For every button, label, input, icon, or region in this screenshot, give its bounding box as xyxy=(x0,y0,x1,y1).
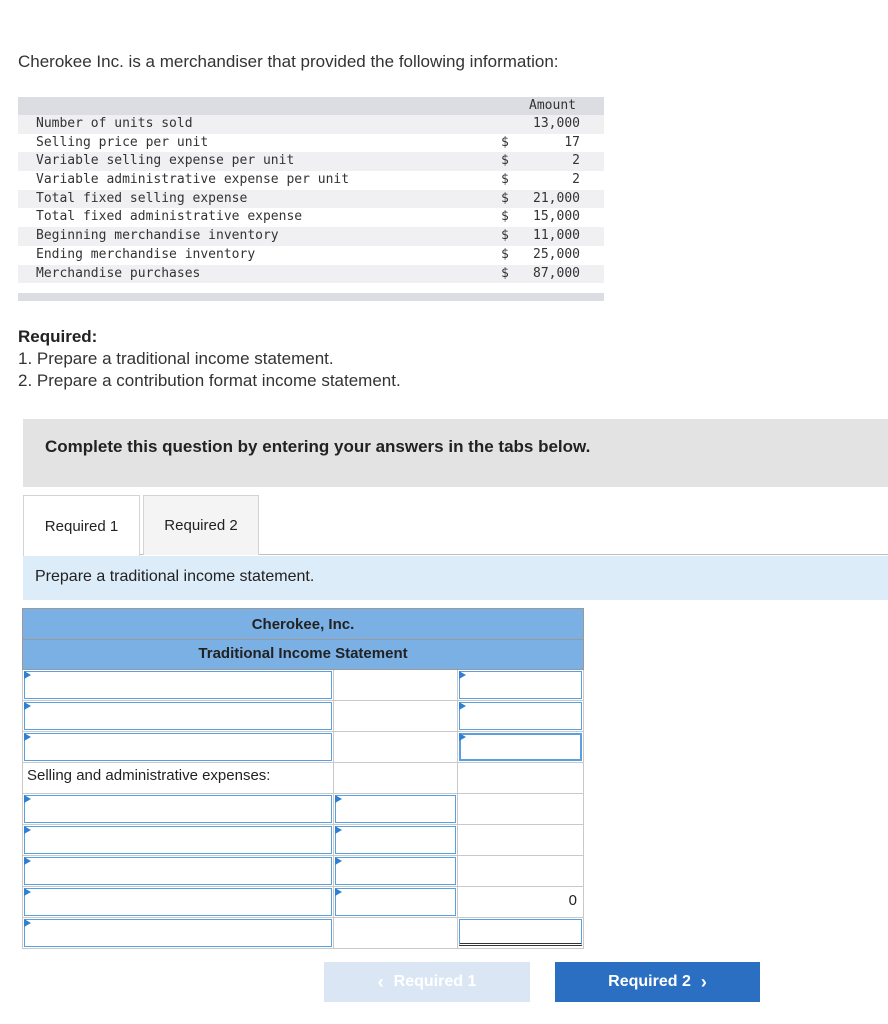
chevron-left-icon: ‹ xyxy=(377,971,384,992)
dropdown-indicator-icon xyxy=(24,733,31,741)
dropdown-indicator-icon xyxy=(335,888,342,896)
statement-row xyxy=(22,856,584,887)
amount-input[interactable] xyxy=(459,702,582,730)
expense-dropdown[interactable] xyxy=(24,888,332,916)
given-row: Selling price per unit $ 17 xyxy=(36,134,580,150)
amount-input[interactable] xyxy=(459,733,582,761)
given-row: Number of units sold 13,000 xyxy=(18,115,604,134)
company-name: Cherokee, Inc. xyxy=(22,608,584,640)
tab-prompt: Prepare a traditional income statement. xyxy=(23,556,888,600)
expense-dropdown[interactable] xyxy=(24,826,332,854)
required-item-1: 1. Prepare a traditional income statement. xyxy=(18,349,334,368)
intro-text: Cherokee Inc. is a merchandiser that provided the following information: xyxy=(18,52,559,71)
dropdown-indicator-icon xyxy=(459,733,466,741)
dropdown-indicator-icon xyxy=(335,795,342,803)
required-item-2: 2. Prepare a contribution format income statement. xyxy=(18,371,401,390)
given-table-header xyxy=(18,97,604,115)
expense-amount-input[interactable] xyxy=(335,826,456,854)
expense-dropdown[interactable] xyxy=(24,795,332,823)
dropdown-indicator-icon xyxy=(335,826,342,834)
given-row: Variable selling expense per unit $ 2 xyxy=(18,152,604,171)
instructions-banner: Complete this question by entering your answers in the tabs below. xyxy=(23,419,888,487)
dropdown-indicator-icon xyxy=(24,671,31,679)
income-statement-form xyxy=(22,608,584,949)
selling-admin-label: Selling and administrative expenses: xyxy=(27,767,271,784)
account-dropdown[interactable] xyxy=(24,671,332,699)
next-required-button[interactable]: Required 2 › xyxy=(555,962,760,1002)
account-dropdown[interactable] xyxy=(24,733,332,761)
statement-row xyxy=(22,794,584,825)
expense-amount-input[interactable] xyxy=(335,888,456,916)
account-dropdown[interactable] xyxy=(24,702,332,730)
given-row: Beginning merchandise inventory $ 11,000 xyxy=(18,227,604,246)
chevron-right-icon: › xyxy=(700,971,707,992)
required-section xyxy=(18,326,401,392)
required-title: Required: xyxy=(18,327,98,346)
expense-amount-input[interactable] xyxy=(335,795,456,823)
statement-row xyxy=(22,732,584,763)
given-table-footer xyxy=(18,293,604,301)
dropdown-indicator-icon xyxy=(24,826,31,834)
dropdown-indicator-icon xyxy=(459,671,466,679)
dropdown-indicator-icon xyxy=(24,702,31,710)
dropdown-indicator-icon xyxy=(335,857,342,865)
total-expenses-value: 0 xyxy=(568,892,577,909)
statement-title: Traditional Income Statement xyxy=(22,640,584,670)
dropdown-indicator-icon xyxy=(24,795,31,803)
dropdown-indicator-icon xyxy=(24,888,31,896)
statement-row xyxy=(22,670,584,701)
expense-amount-input[interactable] xyxy=(335,857,456,885)
given-row: Total fixed selling expense $ 21,000 xyxy=(18,190,604,209)
dropdown-indicator-icon xyxy=(459,702,466,710)
tab-bar xyxy=(23,495,888,555)
result-dropdown[interactable] xyxy=(24,919,332,947)
statement-row xyxy=(22,763,584,794)
previous-required-button[interactable]: ‹ Required 1 xyxy=(324,962,530,1002)
result-amount-input[interactable] xyxy=(459,919,582,946)
amount-column-header: Amount xyxy=(529,98,576,113)
dropdown-indicator-icon xyxy=(24,919,31,927)
statement-row xyxy=(22,701,584,732)
given-data-table xyxy=(18,97,604,301)
expense-dropdown[interactable] xyxy=(24,857,332,885)
statement-row xyxy=(22,887,584,918)
given-row: Merchandise purchases $ 87,000 xyxy=(18,265,604,284)
statement-row xyxy=(22,918,584,949)
given-row: Total fixed administrative expense $ 15,000 xyxy=(36,209,580,225)
amount-input[interactable] xyxy=(459,671,582,699)
given-row: Variable administrative expense per unit $ 2 xyxy=(36,172,580,188)
tab-required-1[interactable]: Required 1 xyxy=(23,495,140,556)
statement-row xyxy=(22,825,584,856)
tab-required-2[interactable]: Required 2 xyxy=(143,495,259,555)
given-row: Ending merchandise inventory $ 25,000 xyxy=(36,246,580,262)
dropdown-indicator-icon xyxy=(24,857,31,865)
